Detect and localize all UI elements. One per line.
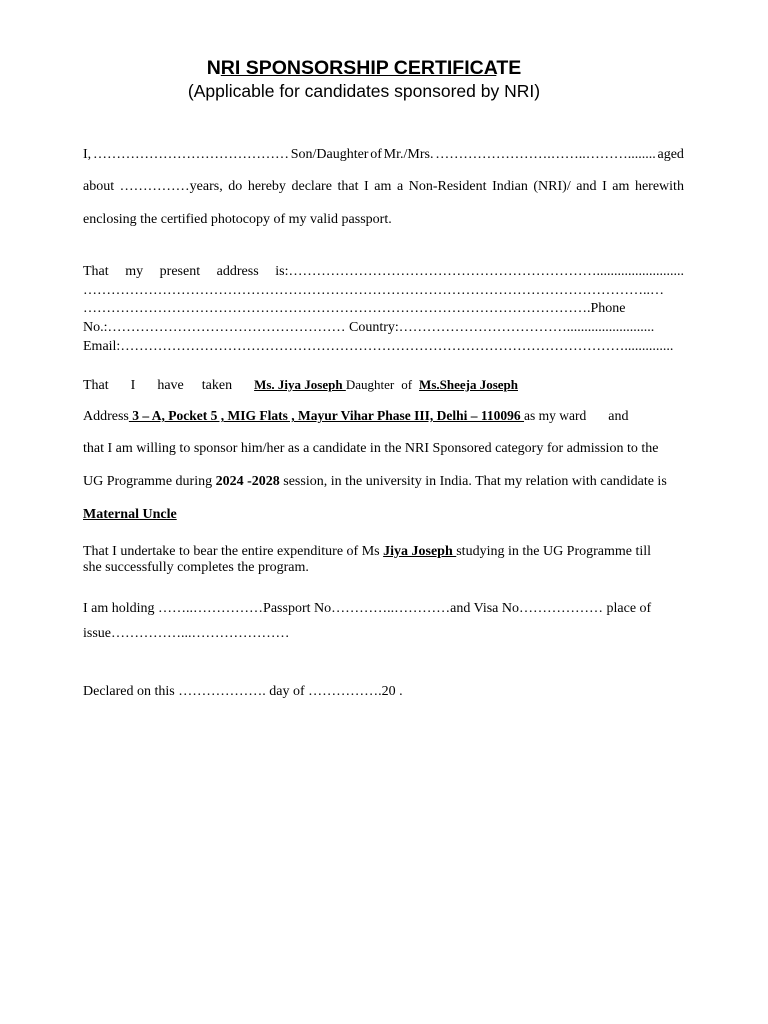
ward-address-value: 3 – A, Pocket 5 , MIG Flats , Mayur Vihar Phase III, Delhi – 110096 bbox=[128, 408, 525, 423]
ward-address-line: Address 3 – A, Pocket 5 , MIG Flats , Mayur Vihar Phase III, Delhi – 110096 as my ward and bbox=[83, 408, 629, 424]
candidate-name: Ms. Jiya Joseph bbox=[254, 377, 346, 392]
ward-line-1: That I have taken Ms. Jiya Joseph Daughter of Ms.Sheeja Joseph bbox=[83, 377, 518, 393]
email-line: Email:……………………………………………………………………………………………….............. bbox=[83, 339, 674, 354]
relation-value: Maternal Uncle bbox=[83, 507, 177, 522]
declaration-line-1: I, …………………………………… Son/Daughter of Mr./Mrs. …………………….……..………........ aged bbox=[83, 147, 684, 162]
passport-line-2: issue……………...………………… bbox=[83, 626, 290, 641]
declaration-line-3: enclosing the certified photocopy of my valid passport. bbox=[83, 212, 392, 227]
undertake-candidate-name: Jiya Joseph bbox=[383, 544, 457, 559]
address-line-3: ……………………………………………………………………………………………….Phone bbox=[83, 301, 626, 316]
passport-line-1: I am holding ……..……………Passport No…………..…………and Visa No……………… place of bbox=[83, 601, 652, 616]
address-line-2: …………………………………………………………………………………………………………..… bbox=[83, 283, 664, 298]
address-line-1: That my present address is:…………………………………………………………......................... bbox=[83, 264, 684, 279]
relation-line bbox=[83, 506, 684, 524]
certificate-title: NRI SPONSORSHIP CERTIFICATE bbox=[206, 57, 522, 79]
declared-line: Declared on this ………………. day of …………….20 . bbox=[83, 684, 403, 699]
undertake-line-2: she successfully completes the program. bbox=[83, 560, 309, 575]
phone-country-line: No.:…………………………………………… Country:………………………………......................... bbox=[83, 320, 655, 335]
session-value: 2024 -2028 bbox=[215, 474, 280, 489]
undertake-line-1: That I undertake to bear the entire expenditure of Ms Jiya Joseph studying in the UG Programme till bbox=[83, 544, 652, 559]
parent-name: Ms.Sheeja Joseph bbox=[419, 377, 518, 392]
ward-line-3: that I am willing to sponsor him/her as a candidate in the NRI Sponsored category for admission to the bbox=[83, 441, 659, 456]
ward-line-4: UG Programme during 2024 -2028 session, in the university in India. That my relation with candidate is bbox=[83, 474, 667, 489]
declaration-line-2: about ……………years, do hereby declare that I am a Non-Resident Indian (NRI)/ and I am herewith bbox=[83, 179, 684, 194]
certificate-subtitle: (Applicable for candidates sponsored by NRI) bbox=[187, 81, 541, 101]
